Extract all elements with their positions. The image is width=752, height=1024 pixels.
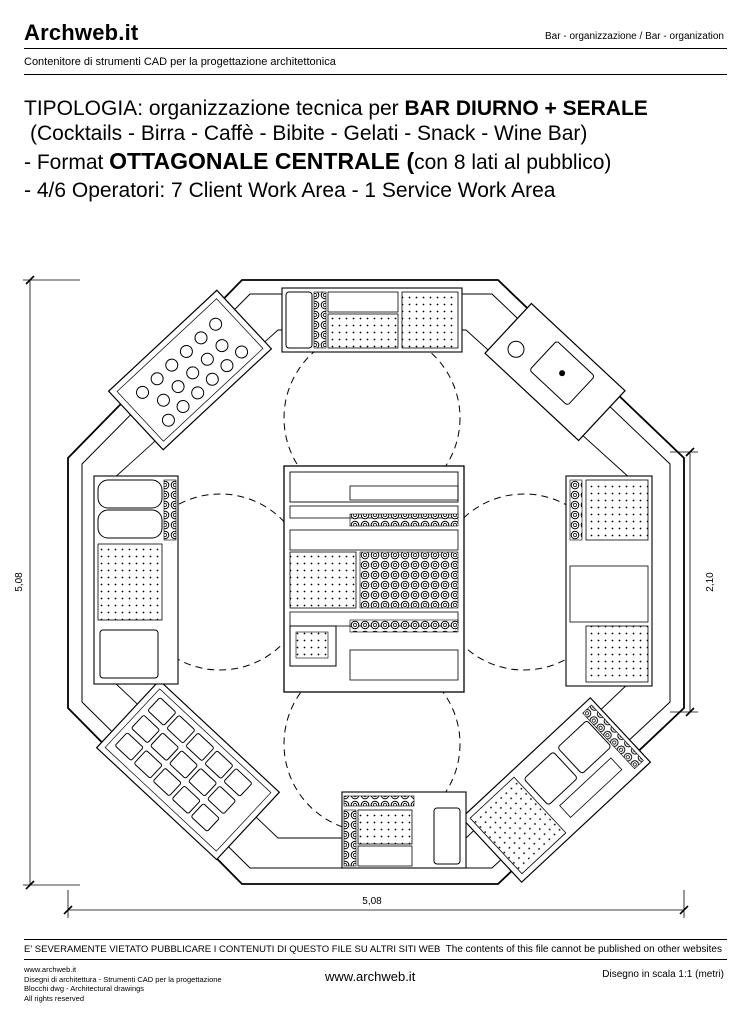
- sink-station-top-right: [485, 303, 625, 440]
- gelato-display-station: [97, 680, 280, 859]
- warning-english: The contents of this file cannot be published on other websites: [445, 944, 722, 955]
- footer-site-link[interactable]: www.archweb.it: [325, 969, 416, 984]
- work-station-right: [566, 476, 652, 686]
- site-title: Archweb.it: [24, 20, 139, 45]
- credit-blocks: Blocchi dwg - Architectural drawings: [24, 984, 145, 993]
- credit-rights: All rights reserved: [24, 993, 85, 1003]
- headline-format-note: con 8 lati al pubblico): [414, 151, 612, 174]
- work-station-left: [94, 476, 178, 684]
- work-station-bottom: [342, 792, 466, 868]
- footer-rule: [24, 959, 727, 960]
- tagline: Contenitore di strumenti CAD per la progettazione architettonica: [24, 56, 336, 68]
- dim-bottom-label: 5,08: [362, 896, 382, 907]
- dim-left-label: 5,08: [14, 572, 25, 592]
- sink-station-bottom-right: [462, 698, 651, 882]
- dim-right-label: 2,10: [705, 572, 716, 592]
- headline-line-4: - 4/6 Operatori: 7 Client Work Area - 1 Service Work Area: [24, 179, 556, 202]
- work-station-top: [282, 288, 462, 352]
- scale-note: Disegno in scala 1:1 (metri): [602, 969, 724, 980]
- headline-line-2: (Cocktails - Birra - Caffè - Bibite - Gelati - Snack - Wine Bar): [30, 122, 588, 145]
- credits: [24, 965, 222, 1003]
- credit-site: www.archweb.it: [24, 965, 77, 974]
- headline-format-label: - Format: [24, 151, 110, 174]
- headline-bar-type: BAR DIURNO + SERALE: [404, 97, 648, 120]
- copyright-warning: [24, 944, 722, 955]
- section-path: Bar - organizzazione / Bar - organization: [545, 31, 724, 42]
- glass-rack-station: [109, 290, 272, 449]
- headline-typology: TIPOLOGIA: organizzazione tecnica per: [24, 97, 405, 120]
- credit-cad: Disegni di architettura - Strumenti CAD per la progettazione: [24, 974, 222, 984]
- warning-italian: E' SEVERAMENTE VIETATO PUBBLICARE I CONTENUTI DI QUESTO FILE SU ALTRI SITI WEB: [24, 944, 441, 955]
- footer-top-rule: [24, 939, 727, 940]
- headline-format: OTTAGONALE CENTRALE (: [109, 148, 415, 174]
- central-island: [284, 466, 464, 692]
